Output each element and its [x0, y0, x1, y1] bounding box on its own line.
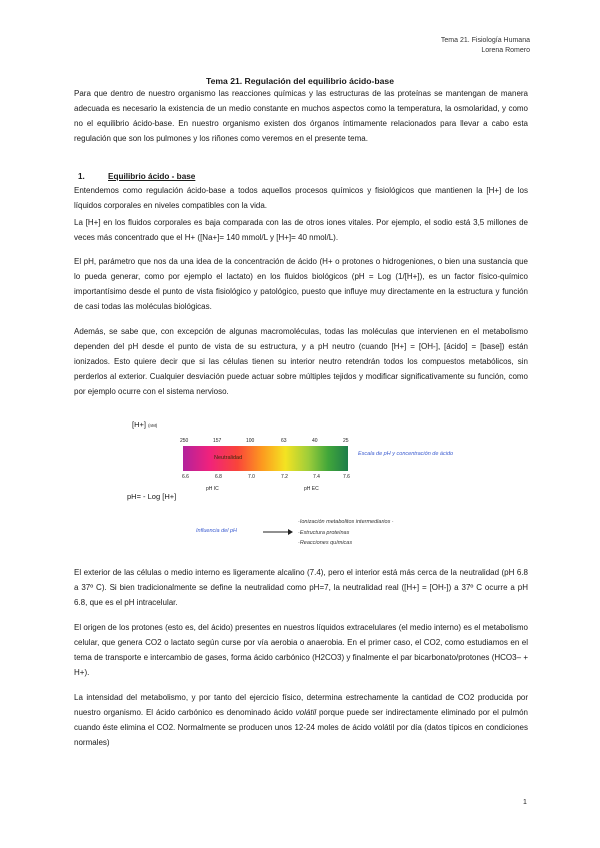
section-title: Equilibrio ácido - base: [108, 172, 196, 181]
top-tick: 100: [246, 438, 255, 444]
bottom-tick: 7.2: [281, 474, 288, 480]
influence-list: [298, 517, 394, 549]
arrow-right-icon: [262, 527, 294, 537]
volatile-text-a: La intensidad del metabolismo, y por tanto del ejercicio físico, determina estrechamente la cantidad de CO2 producida por nuestro organismo. El ácido carbónico es denominado ácido: [74, 693, 528, 717]
section-heading: [78, 172, 195, 181]
top-tick: 157: [213, 438, 222, 444]
paragraph-metabolism: Además, se sabe que, con excepción de algunas macromoléculas, todas las moléculas que intervienen en el metabolismo dependen del pH desde el punto de vista de su estructura, y a pH neutro (cuando [H+] = [OH-], [ácido] = [base]) están ionizados. Esto quiere decir que si las células tienen su interior neutro retendrán todos los compuestos metabólicos, sin perderlos al exterior. Cualquier desviación puede actuar sobre múltiples tejidos y modificar significativamente su función, como por ejemplo ocurre con el sistema nervioso.: [74, 327, 528, 396]
paragraph-concentration: La [H+] en los fluidos corporales es baja comparada con las de otros iones vitales. Por ejemplo, el sodio está 3,5 millones de veces más concentrado que el H+ ([Na+]= 140 mmol/L y [H+]= 40 nmol/L).: [74, 218, 528, 242]
header-course: Tema 21. Fisiología Humana: [440, 37, 530, 44]
bottom-tick: 6.6: [182, 474, 189, 480]
bottom-tick: 7.6: [343, 474, 350, 480]
top-tick: 250: [180, 438, 189, 444]
volatile-text-b: porque puede ser indirectamente eliminado por el pulmón cuando éste elimina el CO2. Normalmente se producen unos 12-24 moles de ácido volátil por día (datos típicos en condiciones normales): [74, 708, 529, 747]
paragraph-definition: Entendemos como regulación ácido-base a todos aquellos procesos químicos y fisiológicos que mantienen la [H+] de los líquidos corporales en niveles compatibles con la vida.: [74, 186, 528, 210]
section-number: 1.: [78, 172, 85, 181]
ph-equation: pH= - Log [H+]: [127, 492, 177, 501]
hplus-unit: (nM): [148, 423, 158, 428]
top-tick: 25: [343, 438, 349, 444]
paragraph-protons: El origen de los protones (esto es, del ácido) presentes en nuestros líquidos extracelulares (el medio interno) es el metabolismo celular, que genera CO2 o lactato según curse por vía aerobia o anaerobia. En el primer caso, el CO2, como estudiamos en el tema de transporte e intercambio de gases, forma ácido carbónico (H2CO3) y finalmente el par bicarbonato/protones (HCO3– + H+).: [74, 623, 528, 677]
influence-item: ·Estructura proteínas: [298, 529, 350, 536]
paragraph-volatile-acid: [74, 690, 528, 750]
bottom-tick: 7.4: [313, 474, 320, 480]
influence-label: Influencia del pH: [196, 528, 237, 534]
page-header: [441, 36, 530, 56]
ph-ec-label: pH EC: [304, 486, 319, 492]
intro-paragraph: Para que dentro de nuestro organismo las reacciones químicas y las estructuras de las proteínas se mantengan de manera adecuada es necesario la existencia de un medio constante en muchos aspectos como la temperatura, la osmolaridad, y como no el equilibrio ácido-base. En nuestro organismo existen dos órganos íntimamente relacionados para llevar a cabo esta regulación que son los pulmones y los riñones como veremos en el presente tema.: [74, 89, 528, 143]
bottom-tick: 6.8: [215, 474, 222, 480]
neutrality-label: Neutralidad: [214, 455, 243, 461]
influence-item: ·Ionización metabolitos intermediarios ·: [298, 519, 394, 525]
bottom-tick: 7.0: [248, 474, 255, 480]
paragraph-ph: El pH, parámetro que nos da una idea de la concentración de ácido (H+ o protones o hidrogeniones, o bien una sustancia que lo pueda generar, como por ejemplo el lactato) en los fluidos biológicos (pH = Log (1/[H+]), es un factor físico-químico importantísimo desde el punto de vista fisiológico y patológico, puesto que influye muy directamente en la estructura y función de casi todas las moléculas biológicas.: [74, 257, 528, 311]
ph-ic-label: pH IC: [206, 486, 219, 492]
volatile-term: volátil: [295, 708, 317, 717]
hplus-axis-label: [132, 420, 157, 429]
header-author: Lorena Romero: [481, 47, 530, 54]
paragraph-alkaline: El exterior de las células o medio interno es ligeramente alcalino (7.4), pero el interior está más cerca de la neutralidad (pH 6.8 a 37º C). Si bien tradicionalmente se define la neutralidad como pH=7, la neutralidad real ([H+] = [OH-]) a 37º C ocurre a pH 6.8, que es el pH intracelular.: [74, 568, 528, 607]
top-tick: 63: [281, 438, 287, 444]
top-tick: 40: [312, 438, 318, 444]
influence-item: ·Reacciones químicas: [298, 540, 353, 546]
scale-caption: Escala de pH y concentración de ácido: [358, 451, 454, 457]
page-number: 1: [523, 799, 527, 806]
hplus-label: [H+]: [132, 420, 146, 429]
ph-color-scale: [183, 446, 348, 471]
document-title: Tema 21. Regulación del equilibrio ácido-base: [206, 76, 394, 86]
